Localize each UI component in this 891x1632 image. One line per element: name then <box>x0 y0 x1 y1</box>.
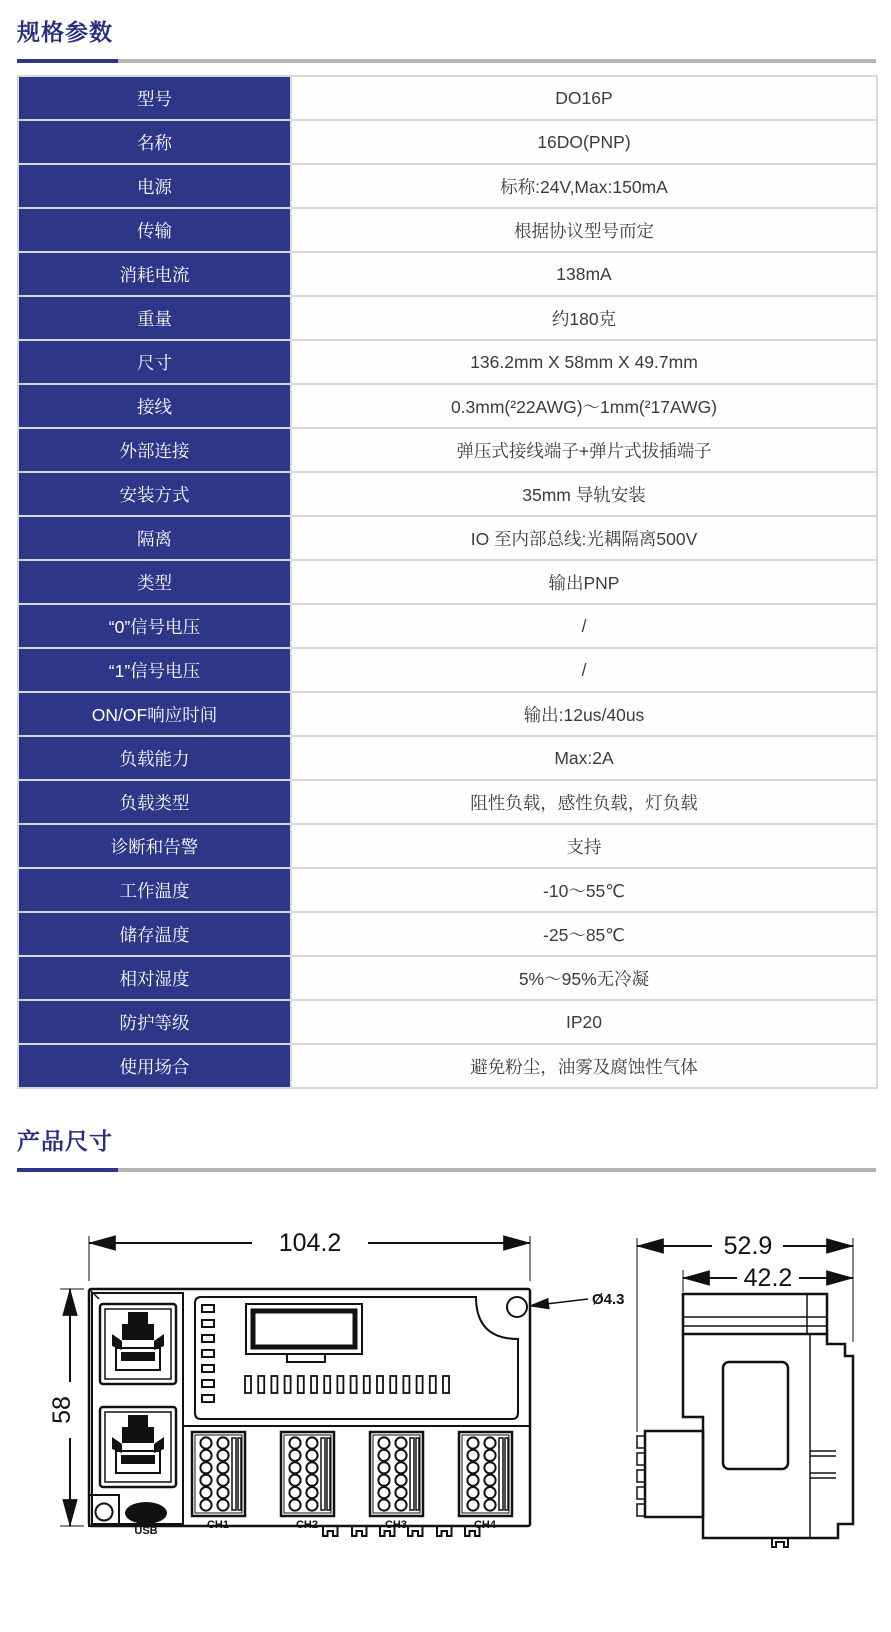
side-view <box>637 1232 853 1547</box>
spec-label: 隔离 <box>18 516 291 560</box>
spec-row-protection <box>18 1000 877 1044</box>
title-rule-accent <box>17 59 118 63</box>
spec-value: 根据协议型号而定 <box>291 208 877 252</box>
spec-value: 35mm 导轨安装 <box>291 472 877 516</box>
spec-label: 相对湿度 <box>18 956 291 1000</box>
terminal-block-ch3-icon <box>370 1432 423 1516</box>
spec-label: 诊断和告警 <box>18 824 291 868</box>
spec-value: 输出:12us/40us <box>291 692 877 736</box>
spec-label: ON/OF响应时间 <box>18 692 291 736</box>
front-height-dim-text: 58 <box>48 1396 76 1424</box>
spec-value: / <box>291 604 877 648</box>
side-bottom-clip <box>772 1538 788 1547</box>
spec-row-load-type <box>18 780 877 824</box>
spec-row-external-connection <box>18 428 877 472</box>
ethernet-panel <box>92 1293 183 1524</box>
side-label-window <box>723 1362 788 1469</box>
spec-value: IO 至内部总线:光耦隔离500V <box>291 516 877 560</box>
spec-label: 防护等级 <box>18 1000 291 1044</box>
spec-label: 接线 <box>18 384 291 428</box>
side-pins <box>810 1451 836 1478</box>
spec-row-current <box>18 252 877 296</box>
datasheet-page <box>0 18 891 1586</box>
spec-row-weight <box>18 296 877 340</box>
spec-row-storage-temp <box>18 912 877 956</box>
ch1-label: CH1 <box>206 1519 230 1531</box>
spec-label: 型号 <box>18 76 291 120</box>
terminal-block-ch2-icon <box>281 1432 334 1516</box>
side-inner-width-dimension <box>683 1264 853 1292</box>
spec-value: -10～55℃ <box>291 868 877 912</box>
spec-value: DO16P <box>291 76 877 120</box>
spec-value: Max:2A <box>291 736 877 780</box>
spec-label: 名称 <box>18 120 291 164</box>
spec-value: 弹压式接线端子+弹片式拔插端子 <box>291 428 877 472</box>
led-column <box>202 1305 214 1402</box>
spec-value: 支持 <box>291 824 877 868</box>
front-upper-panel <box>195 1297 518 1419</box>
spec-label: 电源 <box>18 164 291 208</box>
spec-value: 136.2mm X 58mm X 49.7mm <box>291 340 877 384</box>
spec-label: 工作温度 <box>18 868 291 912</box>
spec-label: “1”信号电压 <box>18 648 291 692</box>
title-rule-accent <box>17 1168 118 1172</box>
front-width-dim-text: 104.2 <box>278 1229 342 1257</box>
front-width-dimension <box>89 1229 530 1281</box>
usb-label: USB <box>134 1525 158 1537</box>
side-terminal-block <box>637 1431 703 1517</box>
dimensions-section-title: 产品尺寸 <box>17 1128 113 1154</box>
spec-row-operating-temp <box>18 868 877 912</box>
spec-value: 5%～95%无冷凝 <box>291 956 877 1000</box>
front-view <box>48 1229 625 1537</box>
spec-label: “0”信号电压 <box>18 604 291 648</box>
spec-row-load-capacity <box>18 736 877 780</box>
usb-port-icon <box>125 1502 167 1524</box>
terminal-block-ch4-icon <box>459 1432 512 1516</box>
side-width-dimension <box>637 1232 853 1432</box>
side-width-dim-text: 52.9 <box>723 1232 773 1260</box>
ch3-label: CH3 <box>384 1519 408 1531</box>
channel-led-row <box>245 1376 449 1393</box>
product-dimension-drawing <box>0 1186 891 1586</box>
spec-value: 138mA <box>291 252 877 296</box>
spec-value: IP20 <box>291 1000 877 1044</box>
spec-row-signal0 <box>18 604 877 648</box>
side-top-cap <box>683 1294 827 1334</box>
spec-row-mounting <box>18 472 877 516</box>
mounting-hole <box>507 1291 625 1317</box>
spec-row-name <box>18 120 877 164</box>
usb-area <box>89 1495 167 1537</box>
spec-value: 约180克 <box>291 296 877 340</box>
hole-dim-text: Ø4.3 <box>592 1291 625 1308</box>
spec-row-size <box>18 340 877 384</box>
spec-label: 负载类型 <box>18 780 291 824</box>
spec-table-body <box>18 76 877 1088</box>
display-window <box>246 1304 362 1362</box>
ch4-label: CH4 <box>473 1519 497 1531</box>
spec-label: 使用场合 <box>18 1044 291 1088</box>
front-height-dimension <box>48 1289 84 1526</box>
spec-row-signal1 <box>18 648 877 692</box>
spec-label: 外部连接 <box>18 428 291 472</box>
spec-row-isolation <box>18 516 877 560</box>
spec-value: -25～85℃ <box>291 912 877 956</box>
specs-section-title: 规格参数 <box>17 19 113 45</box>
spec-row-humidity <box>18 956 877 1000</box>
spec-row-environment <box>18 1044 877 1088</box>
side-inner-width-dim-text: 42.2 <box>743 1264 793 1292</box>
spec-value: 标称:24V,Max:150mA <box>291 164 877 208</box>
spec-row-transmission <box>18 208 877 252</box>
spec-row-power <box>18 164 877 208</box>
spec-value: 阻性负载，感性负载，灯负载 <box>291 780 877 824</box>
spec-label: 安装方式 <box>18 472 291 516</box>
spec-row-model <box>18 76 877 120</box>
terminal-blocks <box>192 1432 512 1531</box>
rj45-port-top-icon <box>100 1304 176 1384</box>
rj45-port-bottom-icon <box>100 1407 176 1487</box>
spec-value: 16DO(PNP) <box>291 120 877 164</box>
spec-value: 0.3mm(²22AWG)～1mm(²17AWG) <box>291 384 877 428</box>
spec-value: 输出PNP <box>291 560 877 604</box>
spec-label: 传输 <box>18 208 291 252</box>
spec-row-response-time <box>18 692 877 736</box>
spec-label: 储存温度 <box>18 912 291 956</box>
spec-label: 尺寸 <box>18 340 291 384</box>
dimensions-title-rule <box>17 1168 876 1172</box>
spec-label: 重量 <box>18 296 291 340</box>
spec-row-type <box>18 560 877 604</box>
specs-title-rule <box>17 59 876 63</box>
spec-label: 负载能力 <box>18 736 291 780</box>
side-body-outline <box>683 1334 853 1538</box>
spec-row-wiring <box>18 384 877 428</box>
spec-label: 消耗电流 <box>18 252 291 296</box>
spec-label: 类型 <box>18 560 291 604</box>
terminal-block-ch1-icon <box>192 1432 245 1516</box>
spec-table <box>17 75 878 1089</box>
spec-value: 避免粉尘，油雾及腐蚀性气体 <box>291 1044 877 1088</box>
spec-row-diagnostics <box>18 824 877 868</box>
ch2-label: CH2 <box>295 1519 319 1531</box>
spec-value: / <box>291 648 877 692</box>
